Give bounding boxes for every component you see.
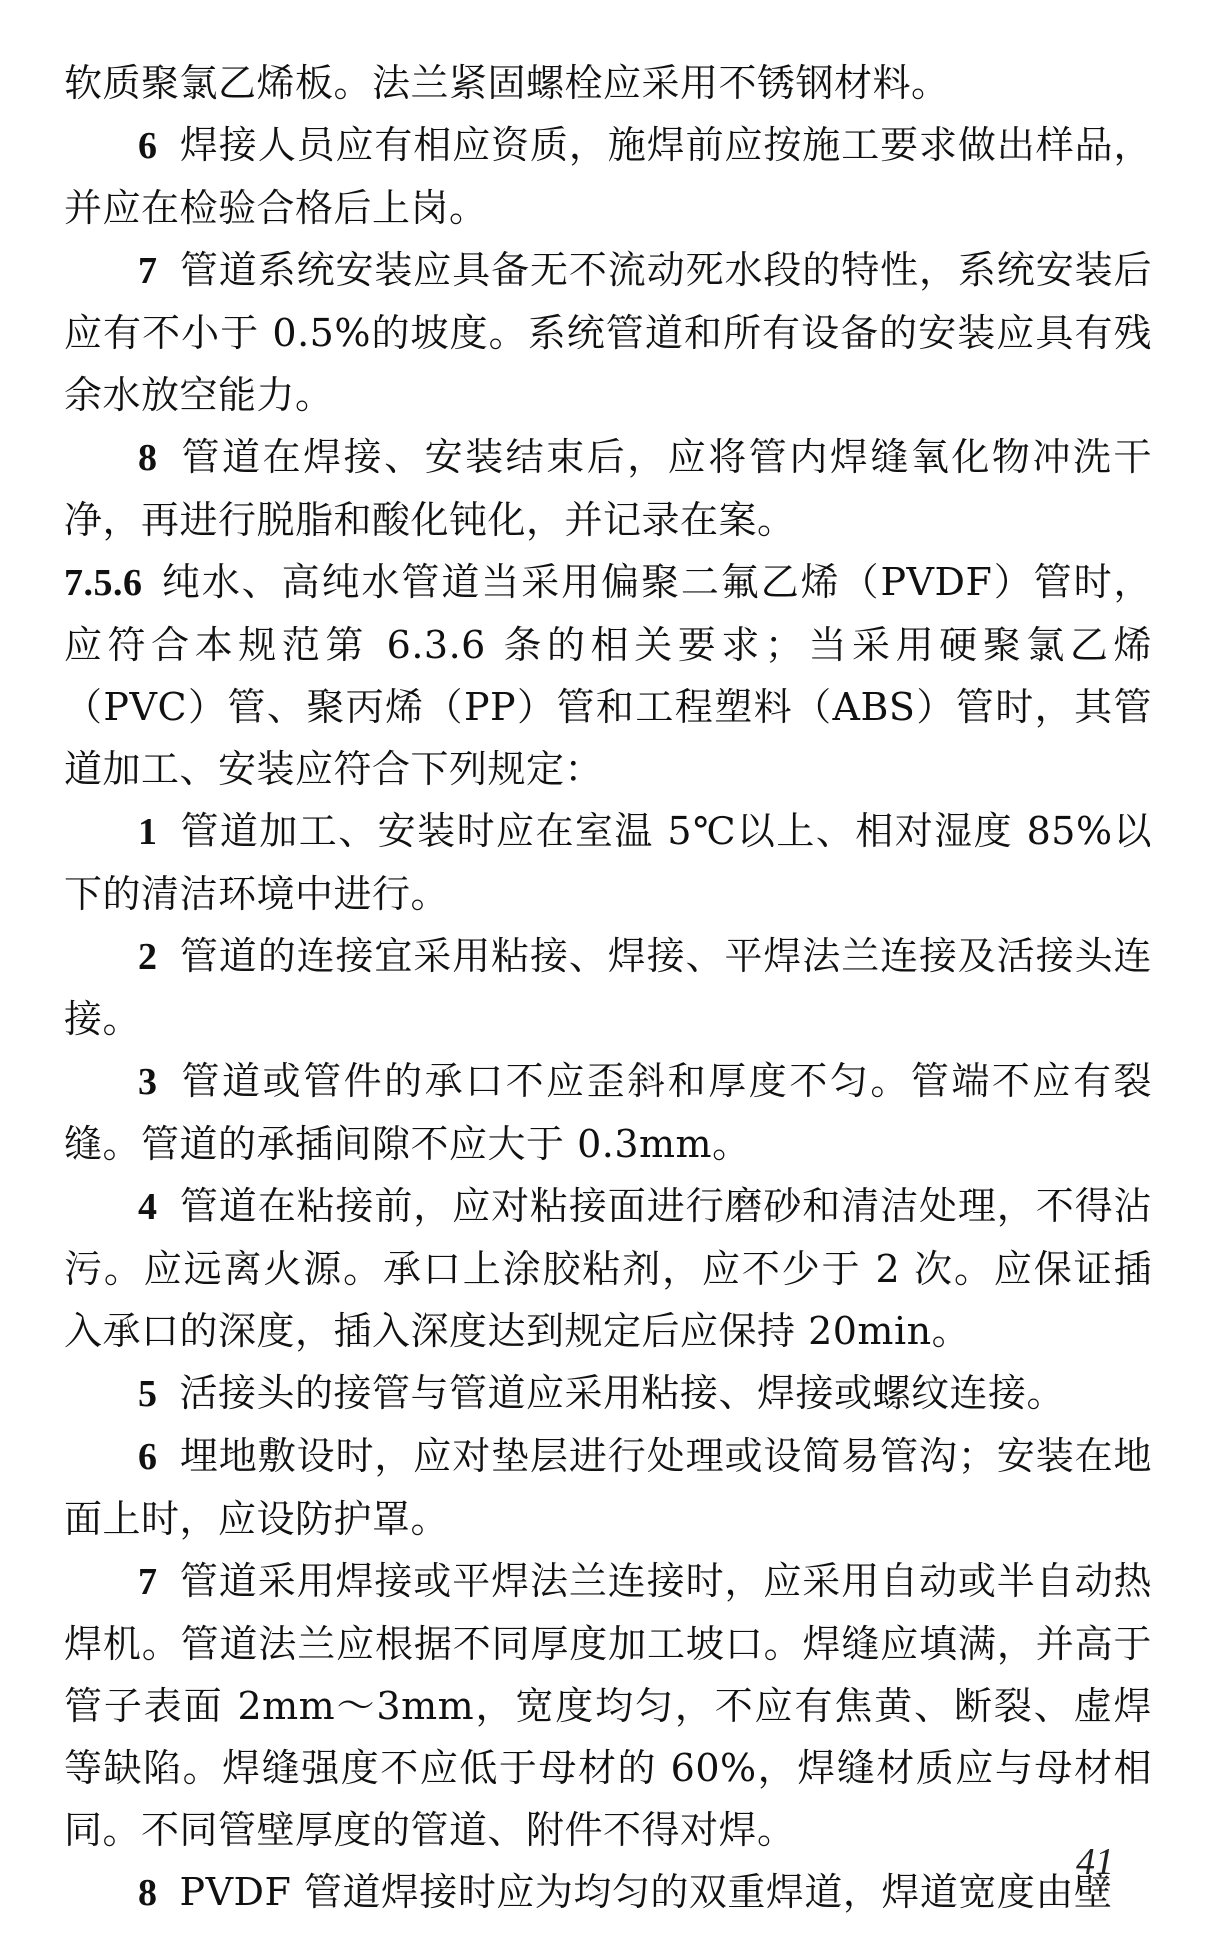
item-number: 3 — [138, 1061, 158, 1103]
paragraph-continuation — [64, 52, 1152, 114]
list-item — [64, 1425, 1152, 1550]
item-text: 管道采用焊接或平焊法兰连接时，应采用自动或半自动热焊机。管道法兰应根据不同厚度加工坡口。焊缝应填满，并高于管子表面 2mm～3mm，宽度均匀，不应有焦黄、断裂、虚焊等缺陷。焊缝强度不应低于母材的 60%，焊缝材质应与母材相同。不同管壁厚度的管道、附件不得对焊。 — [64, 1559, 1152, 1852]
list-item — [64, 1050, 1152, 1175]
paragraph-text: 管道系统安装应具备无不流动死水段的特性，系统安装后应有不小于 0.5%的坡度。系统管道和所有设备的安装应具有残余水放空能力。 — [64, 248, 1152, 417]
item-text: 管道的连接宜采用粘接、焊接、平焊法兰连接及活接头连接。 — [64, 934, 1152, 1041]
list-item — [64, 1550, 1152, 1861]
item-text: 管道加工、安装时应在室温 5℃以上、相对湿度 85%以下的清洁环境中进行。 — [64, 809, 1152, 916]
item-number: 1 — [138, 811, 158, 853]
list-item — [64, 1175, 1152, 1362]
item-number: 8 — [138, 1872, 158, 1914]
item-text: 管道在粘接前，应对粘接面进行磨砂和清洁处理，不得沾污。应远离火源。承口上涂胶粘剂，应不少于 2 次。应保证插入承口的深度，插入深度达到规定后应保持 20min。 — [64, 1184, 1152, 1353]
list-item — [64, 800, 1152, 925]
paragraph-number: 6 — [138, 125, 158, 167]
clause-number: 7.5.6 — [64, 562, 143, 604]
paragraph-text: 软质聚氯乙烯板。法兰紧固螺栓应采用不锈钢材料。 — [64, 61, 950, 105]
item-text: PVDF 管道焊接时应为均匀的双重焊道，焊道宽度由壁 — [179, 1870, 1113, 1914]
item-text: 管道或管件的承口不应歪斜和厚度不匀。管端不应有裂缝。管道的承插间隙不应大于 0.3mm。 — [64, 1059, 1152, 1166]
item-number: 5 — [138, 1373, 158, 1415]
item-number: 7 — [138, 1561, 158, 1603]
list-item — [64, 1362, 1152, 1425]
item-text: 埋地敷设时，应对垫层进行处理或设简易管沟；安装在地面上时，应设防护罩。 — [64, 1434, 1152, 1541]
item-number: 4 — [138, 1186, 158, 1228]
clause-paragraph — [64, 551, 1152, 800]
item-text: 活接头的接管与管道应采用粘接、焊接或螺纹连接。 — [179, 1371, 1066, 1415]
list-item — [64, 1861, 1152, 1924]
clause-text: 纯水、高纯水管道当采用偏聚二氟乙烯（PVDF）管时，应符合本规范第 6.3.6 条的相关要求；当采用硬聚氯乙烯（PVC）管、聚丙烯（PP）管和工程塑料（ABS）管时，其管道加工、安装应符合下列规定： — [64, 560, 1152, 791]
paragraph-text: 管道在焊接、安装结束后，应将管内焊缝氧化物冲洗干净，再进行脱脂和酸化钝化，并记录在案。 — [64, 435, 1152, 542]
paragraph-number: 8 — [138, 437, 158, 479]
list-item — [64, 925, 1152, 1050]
numbered-paragraph — [64, 114, 1152, 239]
item-number: 2 — [138, 936, 158, 978]
numbered-paragraph — [64, 426, 1152, 551]
body-text — [64, 52, 1152, 1924]
page-number: 41 — [1076, 1841, 1114, 1883]
paragraph-number: 7 — [138, 250, 158, 292]
item-number: 6 — [138, 1436, 158, 1478]
paragraph-text: 焊接人员应有相应资质，施焊前应按施工要求做出样品，并应在检验合格后上岗。 — [64, 123, 1152, 230]
numbered-paragraph — [64, 239, 1152, 426]
